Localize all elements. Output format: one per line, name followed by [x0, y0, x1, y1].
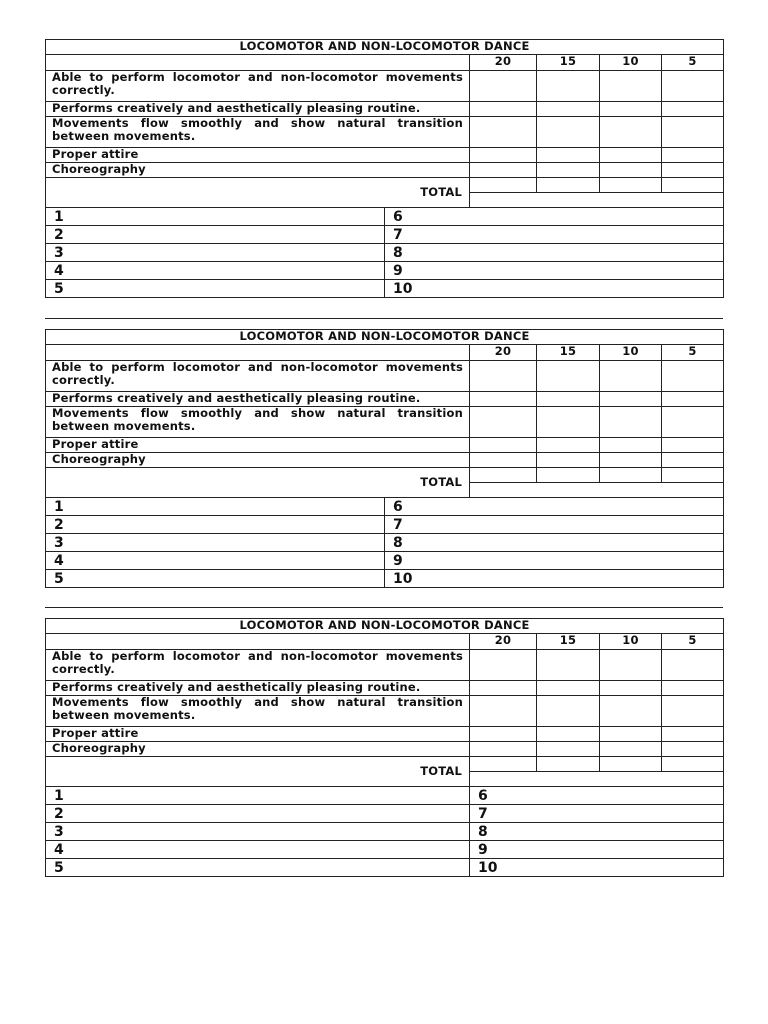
number-cell[interactable]: 10 — [385, 570, 724, 588]
total-label: TOTAL — [46, 757, 470, 787]
rubric-title: LOCOMOTOR AND NON-LOCOMOTOR DANCE — [46, 40, 724, 55]
number-cell[interactable]: 4 — [46, 841, 470, 859]
score-cell[interactable] — [600, 696, 662, 727]
score-cell[interactable] — [470, 407, 537, 438]
score-cell[interactable] — [662, 453, 724, 468]
criterion-locomotor: Able to perform locomotor and non-locomotor movements correctly. — [46, 361, 470, 392]
number-cell[interactable]: 7 — [385, 516, 724, 534]
rubric-title: LOCOMOTOR AND NON-LOCOMOTOR DANCE — [46, 619, 724, 634]
number-cell[interactable]: 6 — [385, 498, 724, 516]
number-cell[interactable]: 1 — [46, 208, 385, 226]
score-cell[interactable] — [600, 453, 662, 468]
criterion-choreography: Choreography — [46, 163, 470, 178]
score-cell[interactable] — [662, 742, 724, 757]
score-cell[interactable] — [662, 438, 724, 453]
number-cell[interactable]: 6 — [470, 787, 724, 805]
score-header-15: 15 — [537, 634, 600, 650]
score-cell[interactable] — [600, 681, 662, 696]
rubric-card-2 — [45, 329, 723, 588]
score-cell[interactable] — [600, 102, 662, 117]
number-cell[interactable]: 8 — [385, 534, 724, 552]
number-cell[interactable]: 6 — [385, 208, 724, 226]
criterion-locomotor: Able to perform locomotor and non-locomotor movements correctly. — [46, 71, 470, 102]
score-cell[interactable] — [600, 361, 662, 392]
score-header-20: 20 — [470, 55, 537, 71]
score-header-15: 15 — [537, 345, 600, 361]
score-cell[interactable] — [470, 102, 537, 117]
score-cell[interactable] — [662, 71, 724, 102]
criterion-locomotor: Able to perform locomotor and non-locomotor movements correctly. — [46, 650, 470, 681]
score-cell[interactable] — [470, 696, 537, 727]
score-cell[interactable] — [662, 407, 724, 438]
score-cell[interactable] — [600, 742, 662, 757]
score-cell[interactable] — [662, 727, 724, 742]
score-cell[interactable] — [470, 438, 537, 453]
cut-line — [45, 318, 723, 319]
rubric-card-3 — [45, 618, 723, 877]
score-cell[interactable] — [662, 163, 724, 178]
score-header-10: 10 — [600, 55, 662, 71]
criterion-creativity: Performs creatively and aesthetically pleasing routine. — [46, 392, 470, 407]
total-score-cell[interactable] — [470, 483, 724, 498]
score-cell[interactable] — [537, 696, 600, 727]
rubric-table — [45, 618, 724, 787]
number-cell[interactable]: 7 — [470, 805, 724, 823]
score-cell[interactable] — [470, 392, 537, 407]
score-cell[interactable] — [470, 742, 537, 757]
criterion-flow: Movements flow smoothly and show natural transition between movements. — [46, 407, 470, 438]
score-cell[interactable] — [600, 727, 662, 742]
score-cell[interactable] — [537, 681, 600, 696]
number-cell[interactable]: 2 — [46, 805, 470, 823]
score-cell[interactable] — [600, 163, 662, 178]
score-cell[interactable] — [537, 148, 600, 163]
number-cell[interactable]: 7 — [385, 226, 724, 244]
score-cell[interactable] — [600, 438, 662, 453]
criterion-flow: Movements flow smoothly and show natural transition between movements. — [46, 696, 470, 727]
score-header-20: 20 — [470, 345, 537, 361]
score-cell[interactable] — [470, 163, 537, 178]
number-cell[interactable]: 8 — [385, 244, 724, 262]
score-cell[interactable] — [600, 148, 662, 163]
number-cell[interactable]: 4 — [46, 552, 385, 570]
score-cell[interactable] — [600, 117, 662, 148]
criterion-choreography: Choreography — [46, 742, 470, 757]
total-score-cell[interactable] — [470, 772, 724, 787]
criterion-attire: Proper attire — [46, 727, 470, 742]
score-cell[interactable] — [662, 392, 724, 407]
rubric-table — [45, 39, 724, 208]
number-cell[interactable]: 3 — [46, 823, 470, 841]
score-cell[interactable] — [470, 71, 537, 102]
score-cell[interactable] — [470, 681, 537, 696]
number-cell[interactable]: 9 — [385, 262, 724, 280]
number-cell[interactable]: 10 — [470, 859, 724, 877]
score-header-5: 5 — [662, 345, 724, 361]
number-cell[interactable]: 5 — [46, 570, 385, 588]
score-header-10: 10 — [600, 634, 662, 650]
number-cell[interactable]: 3 — [46, 244, 385, 262]
score-cell[interactable] — [600, 392, 662, 407]
criterion-choreography: Choreography — [46, 453, 470, 468]
score-cell[interactable] — [537, 163, 600, 178]
score-cell[interactable] — [537, 407, 600, 438]
score-header-20: 20 — [470, 634, 537, 650]
score-cell[interactable] — [470, 727, 537, 742]
number-cell[interactable]: 2 — [46, 516, 385, 534]
total-score-cell[interactable] — [470, 193, 724, 208]
criterion-attire: Proper attire — [46, 148, 470, 163]
number-cell[interactable]: 8 — [470, 823, 724, 841]
score-cell[interactable] — [470, 361, 537, 392]
cut-line — [45, 607, 723, 608]
number-cell[interactable]: 5 — [46, 280, 385, 298]
score-cell[interactable] — [470, 117, 537, 148]
number-cell[interactable]: 9 — [385, 552, 724, 570]
score-cell[interactable] — [470, 453, 537, 468]
number-cell[interactable]: 10 — [385, 280, 724, 298]
score-header-5: 5 — [662, 634, 724, 650]
total-label: TOTAL — [46, 178, 470, 208]
score-cell[interactable] — [537, 727, 600, 742]
score-cell[interactable] — [662, 148, 724, 163]
number-cell[interactable]: 1 — [46, 787, 470, 805]
score-cell[interactable] — [537, 361, 600, 392]
score-cell[interactable] — [600, 650, 662, 681]
participant-numbers — [45, 207, 724, 298]
participant-numbers — [45, 497, 724, 588]
score-cell[interactable] — [537, 71, 600, 102]
score-cell[interactable] — [537, 650, 600, 681]
criterion-attire: Proper attire — [46, 438, 470, 453]
number-cell[interactable]: 5 — [46, 859, 470, 877]
score-cell[interactable] — [537, 438, 600, 453]
criterion-creativity: Performs creatively and aesthetically pleasing routine. — [46, 681, 470, 696]
criterion-creativity: Performs creatively and aesthetically pleasing routine. — [46, 102, 470, 117]
score-cell[interactable] — [662, 696, 724, 727]
score-cell[interactable] — [662, 102, 724, 117]
rubric-title: LOCOMOTOR AND NON-LOCOMOTOR DANCE — [46, 330, 724, 345]
score-cell[interactable] — [470, 148, 537, 163]
score-cell[interactable] — [600, 407, 662, 438]
number-cell[interactable]: 1 — [46, 498, 385, 516]
score-cell[interactable] — [537, 102, 600, 117]
rubric-table — [45, 329, 724, 498]
number-cell[interactable]: 3 — [46, 534, 385, 552]
score-header-15: 15 — [537, 55, 600, 71]
rubric-card-1 — [45, 39, 723, 298]
score-cell[interactable] — [662, 650, 724, 681]
score-cell[interactable] — [537, 392, 600, 407]
number-cell[interactable]: 9 — [470, 841, 724, 859]
participant-numbers — [45, 786, 724, 877]
number-cell[interactable]: 4 — [46, 262, 385, 280]
score-header-10: 10 — [600, 345, 662, 361]
score-header-5: 5 — [662, 55, 724, 71]
total-label: TOTAL — [46, 468, 470, 498]
score-cell[interactable] — [537, 742, 600, 757]
number-cell[interactable]: 2 — [46, 226, 385, 244]
score-cell[interactable] — [537, 453, 600, 468]
score-cell[interactable] — [470, 650, 537, 681]
score-cell[interactable] — [600, 71, 662, 102]
score-cell[interactable] — [662, 361, 724, 392]
score-cell[interactable] — [537, 117, 600, 148]
score-cell[interactable] — [662, 681, 724, 696]
score-cell[interactable] — [662, 117, 724, 148]
criterion-flow: Movements flow smoothly and show natural transition between movements. — [46, 117, 470, 148]
